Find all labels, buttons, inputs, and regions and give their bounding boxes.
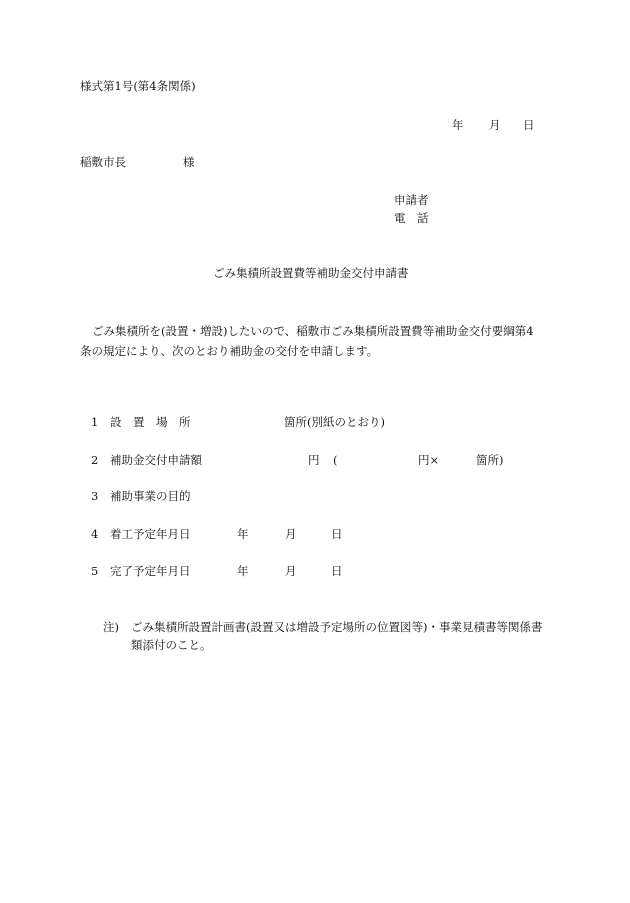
date-year: 年 xyxy=(452,118,464,132)
item-number: 2 xyxy=(91,453,99,467)
end-year: 年 xyxy=(237,564,249,578)
item-label: 補助事業の目的 xyxy=(110,489,191,503)
applicant-label: 申請者 xyxy=(394,193,429,207)
item-label: 補助金交付申請額 xyxy=(110,453,202,467)
paren-open: ( xyxy=(333,453,338,467)
places-unit: 箇所) xyxy=(476,453,504,467)
start-year: 年 xyxy=(237,527,249,541)
start-day: 日 xyxy=(331,527,343,541)
item-number: 5 xyxy=(91,564,99,578)
yen-unit: 円 xyxy=(308,453,320,467)
note-label: 注) xyxy=(103,620,119,634)
note-line-1: ごみ集積所設置計画書(設置又は増設予定場所の位置図等)・事業見積書等関係書 xyxy=(131,620,543,634)
item-label: 完了予定年月日 xyxy=(110,564,191,578)
yen-times: 円× xyxy=(418,453,440,467)
item-value: 箇所(別紙のとおり) xyxy=(284,415,385,429)
note-line-2: 類添付のこと。 xyxy=(131,638,212,652)
document-title: ごみ集積所設置費等補助金交付申請書 xyxy=(213,266,409,280)
date-day: 日 xyxy=(523,118,535,132)
item-label: 着工予定年月日 xyxy=(110,527,191,541)
end-day: 日 xyxy=(331,564,343,578)
date-month: 月 xyxy=(489,118,501,132)
body-paragraph xyxy=(80,321,560,361)
body-line-2: 条の規定により、次のとおり補助金の交付を申請します。 xyxy=(80,344,379,358)
addressee-name: 稲敷市長 xyxy=(80,155,126,169)
item-number: 3 xyxy=(91,489,99,503)
addressee-honorific: 様 xyxy=(183,155,195,169)
item-label: 設 置 場 所 xyxy=(110,415,191,429)
form-number: 様式第1号(第4条関係) xyxy=(80,79,196,93)
item-number: 4 xyxy=(91,527,99,541)
start-month: 月 xyxy=(285,527,297,541)
item-number: 1 xyxy=(91,415,99,429)
end-month: 月 xyxy=(285,564,297,578)
body-line-1: ごみ集積所を(設置・増設)したいので、稲敷市ごみ集積所設置費等補助金交付要綱第4 xyxy=(92,324,534,338)
phone-label: 電 話 xyxy=(394,211,429,225)
